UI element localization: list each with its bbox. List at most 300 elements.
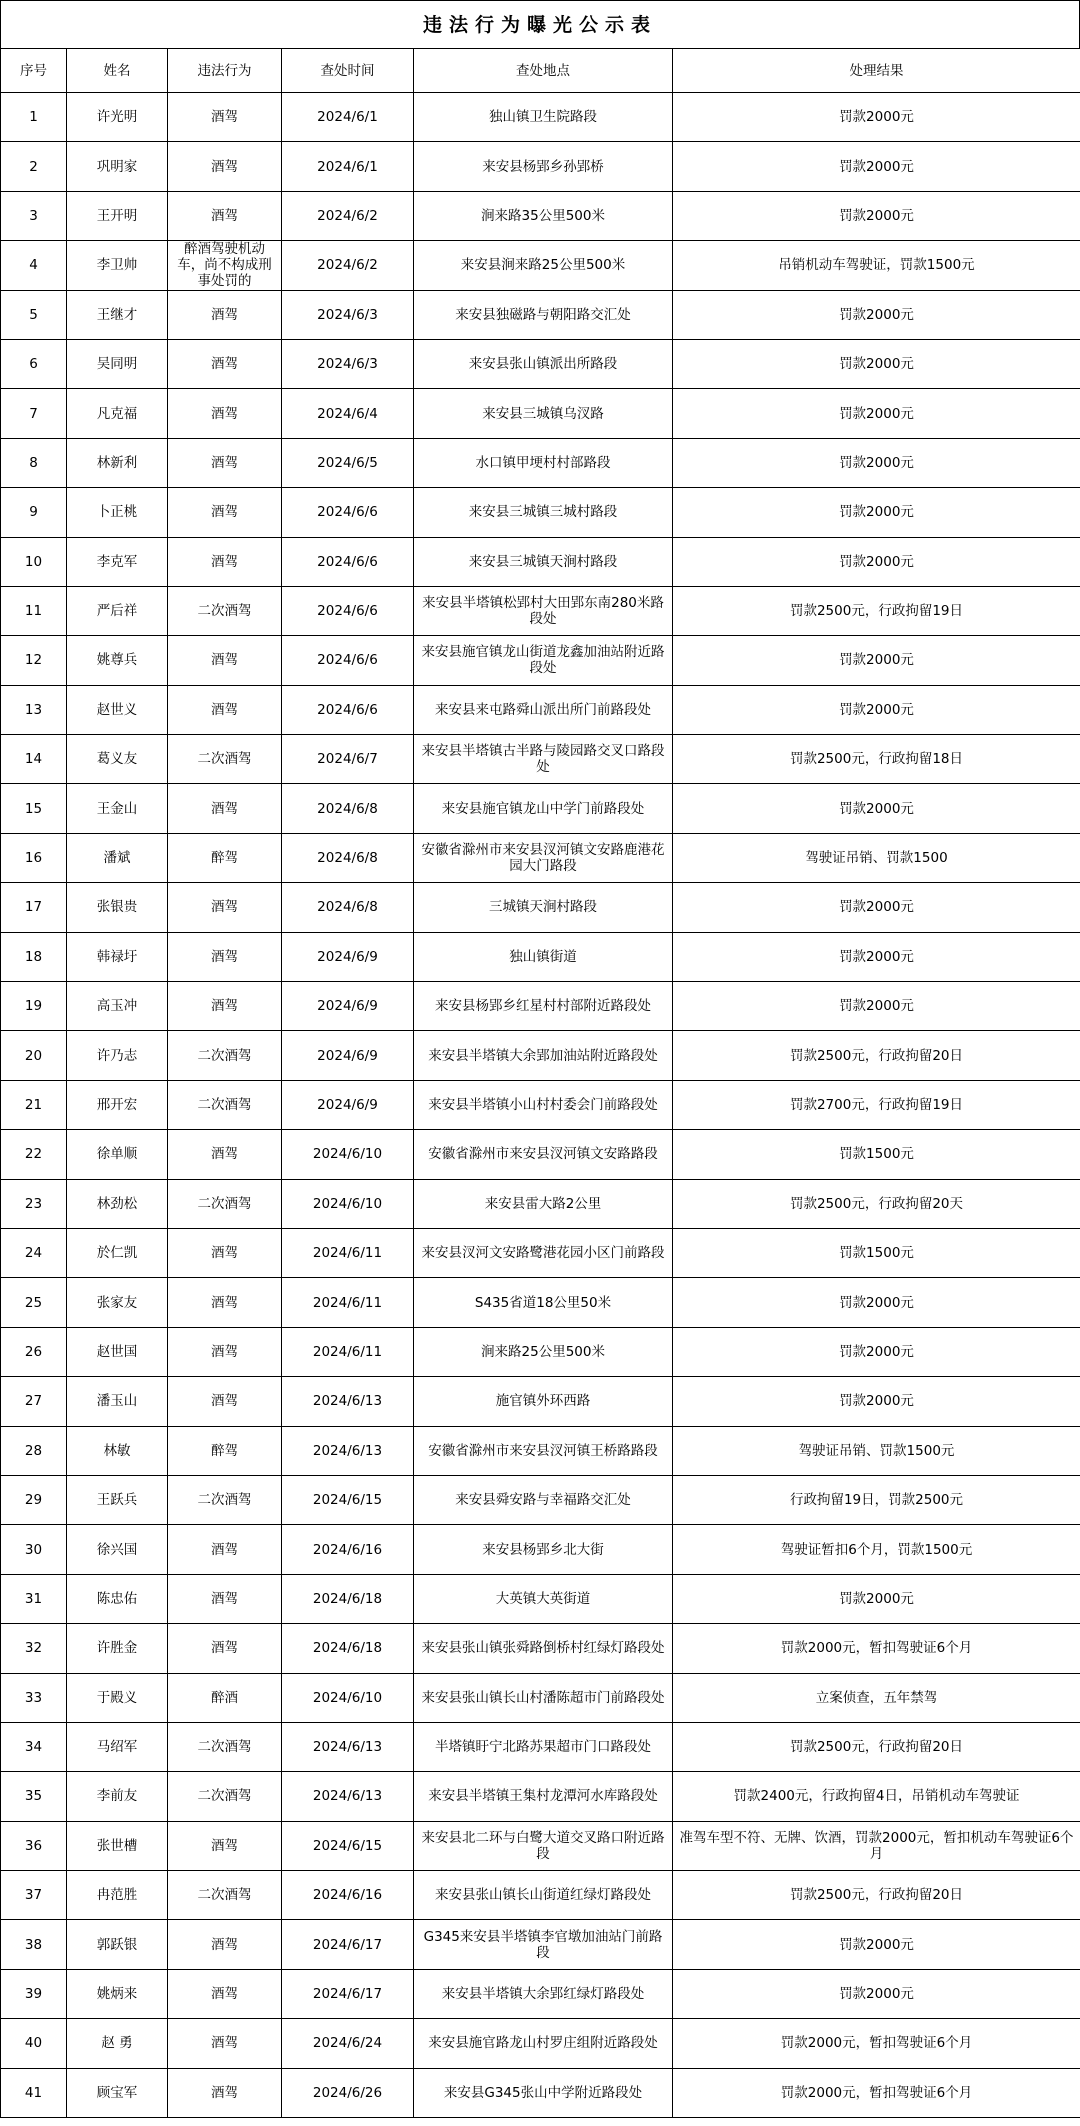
cell-place [414,2068,673,2117]
cell-no-text: 7 [29,405,38,422]
cell-date-text: 2024/6/11 [312,1245,383,1262]
cell-no [1,1969,67,2018]
cell-date-text: 2024/6/11 [312,1294,383,1311]
cell-no-text: 21 [24,1097,43,1113]
cell-act [168,932,282,981]
cell-date [282,1574,414,1623]
cell-act-text: 酒驾 [211,1294,238,1311]
cell-place [414,685,673,734]
cell-place-text: 来安县三城镇天涧村路段 [468,553,618,570]
cell-no-text: 16 [24,850,43,867]
cell-date-text: 2024/6/10 [312,1195,383,1212]
cell-place [414,1871,673,1920]
cell-no [1,1772,67,1821]
cell-result-text: 罚款2000元 [839,998,914,1015]
cell-name-text: 李克军 [96,553,138,570]
cell-no-text: 18 [24,948,43,965]
cell-place-text: 大英镇大英街道 [495,1590,591,1607]
cell-no [1,1475,67,1524]
cell-act [168,389,282,438]
cell-result [673,1426,1080,1475]
cell-name [67,1821,168,1870]
cell-no [1,1871,67,1920]
cell-no [1,932,67,981]
cell-no-text: 40 [24,2035,43,2052]
cell-act [168,1624,282,1673]
cell-result [673,735,1080,784]
cell-name-text: 徐兴国 [96,1541,138,1558]
cell-act-text: 二次酒驾 [197,1047,252,1064]
cell-name-text: 赵世义 [96,701,138,718]
cell-no [1,93,67,142]
cell-name [67,1525,168,1574]
cell-no-text: 12 [24,652,43,669]
cell-result [673,1327,1080,1376]
cell-name-text: 卜正桃 [96,504,138,521]
cell-name [67,2019,168,2068]
cell-act [168,1969,282,2018]
cell-date-text: 2024/6/17 [312,1986,383,2003]
cell-result-text: 罚款2000元 [839,207,914,224]
cell-result-text: 罚款2000元 [839,800,914,817]
cell-name-text: 王开明 [96,207,138,224]
cell-place-text: 来安县半塔镇大余郢加油站附近路段处 [428,1047,658,1064]
cell-act [168,1574,282,1623]
cell-date-text: 2024/6/6 [317,504,378,521]
cell-no-text: 24 [24,1245,43,1262]
cell-result [673,1080,1080,1129]
cell-result [673,93,1080,142]
cell-result [673,339,1080,388]
cell-name-text: 于殿义 [96,1689,138,1706]
cell-no-text: 15 [24,800,43,817]
cell-place [414,339,673,388]
cell-result-text: 罚款2000元 [839,1590,914,1607]
table-row [1,290,1080,339]
cell-date-text: 2024/6/10 [312,1146,383,1163]
cell-no-text: 6 [29,356,38,373]
cell-place-text: 来安县半塔镇大余郢红绿灯路段处 [441,1986,645,2003]
cell-result-text: 吊销机动车驾驶证，罚款1500元 [778,257,975,274]
cell-place-text: 来安县杨郢乡北大街 [482,1541,604,1558]
cell-date [282,932,414,981]
cell-no [1,1327,67,1376]
table-row [1,142,1080,191]
cell-act-text: 二次酒驾 [197,751,252,768]
table-row [1,1525,1080,1574]
cell-name-text: 徐单顺 [96,1146,138,1163]
cell-date-text: 2024/6/13 [312,1739,383,1756]
cell-no [1,1525,67,1574]
table-row [1,1377,1080,1426]
cell-date [282,241,414,290]
cell-date [282,1920,414,1969]
cell-date [282,1377,414,1426]
table-row [1,537,1080,586]
cell-no [1,191,67,240]
cell-place-text: 来安县施官镇龙山街道龙鑫加油站附近路段处 [421,644,665,677]
cell-place [414,1969,673,2018]
cell-place-text: S435省道18公里50米 [474,1294,612,1311]
cell-date-text: 2024/6/15 [312,1837,383,1854]
cell-act-text: 酒驾 [211,504,238,521]
cell-name-text: 许胜金 [96,1640,138,1657]
cell-name [67,488,168,537]
cell-name-text: 王继才 [96,306,138,323]
cell-place [414,1475,673,1524]
cell-name [67,982,168,1031]
cell-name-text: 许乃志 [96,1047,138,1064]
cell-no [1,1624,67,1673]
header-result: 处理结果 [673,49,1080,93]
cell-act-text: 酒驾 [211,1986,238,2003]
cell-act-text: 酒驾 [211,1640,238,1657]
cell-result [673,1624,1080,1673]
cell-date-text: 2024/6/16 [312,1541,383,1558]
cell-name-text: 葛义友 [96,751,138,768]
cell-date-text: 2024/6/18 [312,1590,383,1607]
cell-place [414,142,673,191]
violations-table [0,48,1080,2118]
cell-name [67,339,168,388]
cell-place [414,1228,673,1277]
cell-result [673,537,1080,586]
cell-no-text: 8 [29,454,38,471]
cell-no [1,142,67,191]
cell-act-text: 酒驾 [211,1837,238,1854]
cell-name-text: 邢开宏 [96,1097,138,1113]
cell-place-text: 来安县半塔镇松郢村大田郢东南280米路段处 [422,595,664,628]
cell-place [414,1080,673,1129]
cell-date-text: 2024/6/1 [317,109,378,126]
cell-no [1,1426,67,1475]
cell-place-text: 来安县半塔镇小山村村委会门前路段处 [428,1097,658,1113]
cell-act [168,339,282,388]
cell-result-text: 罚款2000元 [839,454,914,471]
cell-name [67,735,168,784]
cell-act-text: 酒驾 [211,109,238,126]
cell-name [67,833,168,882]
cell-date [282,636,414,685]
cell-act [168,537,282,586]
cell-date-text: 2024/6/13 [312,1788,383,1805]
cell-place-text: 涧来路35公里500米 [481,207,605,224]
cell-act-text: 二次酒驾 [197,1097,252,1113]
cell-act [168,1080,282,1129]
cell-no-text: 39 [24,1986,43,2003]
cell-date-text: 2024/6/7 [317,751,378,768]
cell-act [168,1327,282,1376]
cell-act-text: 酒驾 [211,2035,238,2052]
cell-name-text: 巩明家 [96,158,138,175]
table-row [1,339,1080,388]
cell-act [168,142,282,191]
cell-name-text: 张银贵 [96,899,138,916]
cell-place-text: 安徽省滁州市来安县汊河镇文安路路段 [428,1146,658,1163]
cell-name [67,1031,168,1080]
cell-result-text: 罚款2000元 [839,553,914,570]
cell-place [414,389,673,438]
cell-result-text: 罚款2000元 [839,1986,914,2003]
table-row [1,1871,1080,1920]
cell-name [67,1574,168,1623]
cell-date-text: 2024/6/16 [312,1887,383,1904]
table-row [1,1772,1080,1821]
cell-result-text: 罚款2000元 [839,504,914,521]
cell-date [282,1722,414,1771]
cell-act [168,1179,282,1228]
cell-date-text: 2024/6/3 [317,306,378,323]
cell-act-text: 二次酒驾 [197,1739,252,1756]
cell-name-text: 顾宝军 [96,2084,138,2101]
cell-no [1,1179,67,1228]
cell-place [414,1130,673,1179]
cell-act [168,1821,282,1870]
cell-act-text: 酒驾 [211,405,238,422]
cell-date [282,1080,414,1129]
cell-no-text: 31 [24,1590,43,1607]
cell-act [168,93,282,142]
cell-result [673,1031,1080,1080]
table-row [1,1920,1080,1969]
cell-date-text: 2024/6/9 [317,1097,378,1113]
cell-place [414,1624,673,1673]
cell-act [168,982,282,1031]
table-row [1,833,1080,882]
cell-date [282,93,414,142]
cell-place [414,1821,673,1870]
cell-result [673,1228,1080,1277]
cell-result [673,1475,1080,1524]
cell-result [673,1871,1080,1920]
cell-act-text: 二次酒驾 [197,1788,252,1805]
table-row [1,488,1080,537]
cell-result [673,1673,1080,1722]
cell-result [673,488,1080,537]
cell-no-text: 22 [24,1146,43,1163]
cell-date [282,1772,414,1821]
table-row [1,1574,1080,1623]
cell-place [414,438,673,487]
cell-act [168,1475,282,1524]
cell-result-text: 罚款2000元 [839,1294,914,1311]
cell-place [414,735,673,784]
cell-date-text: 2024/6/9 [317,948,378,965]
cell-place-text: 水口镇甲埂村村部路段 [475,454,611,471]
cell-no-text: 29 [24,1492,43,1509]
cell-result [673,1772,1080,1821]
cell-no [1,537,67,586]
cell-place-text: G345来安县半塔镇李官墩加油站门前路段 [423,1928,663,1961]
cell-act-text: 酒驾 [211,306,238,323]
cell-date [282,1179,414,1228]
cell-act-text: 酒驾 [211,158,238,175]
cell-result [673,1278,1080,1327]
cell-result [673,1377,1080,1426]
cell-result-text: 罚款1500元 [839,1146,914,1163]
table-row [1,1821,1080,1870]
cell-no [1,636,67,685]
cell-date-text: 2024/6/9 [317,1047,378,1064]
cell-date [282,1525,414,1574]
cell-result [673,685,1080,734]
cell-place-text: 来安县张山镇长山村潘陈超市门前路段处 [421,1689,665,1706]
cell-place [414,1179,673,1228]
cell-no [1,1278,67,1327]
cell-name [67,1130,168,1179]
cell-date [282,735,414,784]
table-row [1,2068,1080,2117]
cell-place-text: 来安县杨郢乡孙郢桥 [482,158,604,175]
cell-name-text: 潘斌 [103,850,131,867]
cell-date [282,784,414,833]
cell-place [414,883,673,932]
cell-date-text: 2024/6/15 [312,1492,383,1509]
cell-place-text: 来安县涧来路25公里500米 [460,257,626,274]
table-body [1,93,1080,2118]
cell-date-text: 2024/6/5 [317,454,378,471]
cell-result-text: 罚款2000元，暂扣驾驶证6个月 [780,2084,973,2101]
cell-act-text: 醉酒驾驶机动车，尚不构成刑事处罚的 [177,241,272,290]
cell-date [282,488,414,537]
cell-result [673,142,1080,191]
cell-no [1,339,67,388]
header-row [1,49,1080,93]
cell-act [168,241,282,290]
cell-result [673,241,1080,290]
cell-place-text: 来安县舜安路与幸福路交汇处 [455,1492,631,1509]
cell-result [673,982,1080,1031]
cell-place-text: 来安县杨郢乡红星村村部附近路段处 [435,998,651,1015]
cell-act-text: 酒驾 [211,1936,238,1953]
cell-act [168,685,282,734]
cell-name-text: 李卫帅 [96,257,138,274]
cell-place [414,586,673,635]
cell-place [414,1772,673,1821]
cell-name-text: 马绍军 [96,1739,138,1756]
cell-place [414,537,673,586]
cell-act [168,1228,282,1277]
cell-name [67,1475,168,1524]
cell-result-text: 立案侦查，五年禁驾 [815,1689,938,1706]
cell-result-text: 罚款2000元 [839,405,914,422]
cell-no-text: 9 [29,504,38,521]
cell-date-text: 2024/6/2 [317,207,378,224]
cell-result [673,636,1080,685]
cell-act [168,1031,282,1080]
cell-no [1,982,67,1031]
cell-name-text: 吴同明 [96,356,138,373]
cell-name-text: 凡克福 [96,405,138,422]
cell-result [673,389,1080,438]
cell-act-text: 酒驾 [211,1393,238,1410]
cell-place [414,1278,673,1327]
cell-result-text: 罚款2500元，行政拘留19日 [789,603,964,620]
cell-act-text: 醉驾 [211,850,238,867]
cell-act [168,1871,282,1920]
cell-no [1,1031,67,1080]
cell-result [673,586,1080,635]
cell-date-text: 2024/6/6 [317,603,378,620]
cell-no-text: 33 [24,1689,43,1706]
cell-no [1,488,67,537]
cell-name [67,1722,168,1771]
cell-no-text: 34 [24,1739,43,1756]
cell-result-text: 罚款2000元，暂扣驾驶证6个月 [780,2035,973,2052]
cell-date [282,833,414,882]
cell-date-text: 2024/6/13 [312,1393,383,1410]
cell-name [67,784,168,833]
cell-date [282,1228,414,1277]
cell-name [67,1080,168,1129]
cell-date [282,2019,414,2068]
cell-act-text: 酒驾 [211,1541,238,1558]
cell-date [282,1624,414,1673]
cell-act [168,1772,282,1821]
cell-result-text: 行政拘留19日，罚款2500元 [789,1492,964,1509]
cell-date [282,982,414,1031]
cell-place [414,1673,673,1722]
cell-name [67,290,168,339]
cell-date [282,339,414,388]
cell-place [414,1377,673,1426]
cell-name [67,241,168,290]
cell-act [168,1673,282,1722]
cell-name-text: 潘玉山 [96,1393,138,1410]
table-row [1,1278,1080,1327]
table-row [1,438,1080,487]
cell-name [67,1327,168,1376]
cell-act [168,1377,282,1426]
table-row [1,735,1080,784]
table-row [1,1228,1080,1277]
cell-place-text: 来安县独磁路与朝阳路交汇处 [455,306,631,323]
cell-no-text: 23 [24,1195,43,1212]
cell-no [1,290,67,339]
cell-place-text: 来安县北二环与白鹭大道交叉路口附近路段 [421,1829,665,1862]
cell-result-text: 罚款2000元 [839,1393,914,1410]
cell-name-text: 於仁凯 [96,1245,138,1262]
cell-date [282,1426,414,1475]
table-row [1,982,1080,1031]
cell-result-text: 罚款2500元，行政拘留20日 [789,1047,964,1064]
cell-act-text: 酒驾 [211,1245,238,1262]
cell-act [168,191,282,240]
cell-place-text: 来安县张山镇张舜路倒桥村红绿灯路段处 [421,1640,665,1657]
cell-result [673,1130,1080,1179]
table-row [1,1179,1080,1228]
cell-name-text: 郭跃银 [96,1936,138,1953]
cell-act-text: 酒驾 [211,553,238,570]
header-no: 序号 [1,49,67,93]
table-row [1,1722,1080,1771]
cell-no-text: 10 [24,553,43,570]
cell-act-text: 酒驾 [211,207,238,224]
cell-result-text: 罚款2700元，行政拘留19日 [789,1097,964,1113]
cell-act [168,290,282,339]
cell-result [673,1969,1080,2018]
cell-result [673,438,1080,487]
cell-name [67,883,168,932]
cell-act-text: 酒驾 [211,800,238,817]
cell-result-text: 罚款2500元，行政拘留18日 [789,751,964,768]
cell-act [168,1525,282,1574]
cell-no-text: 5 [29,306,38,323]
cell-date-text: 2024/6/6 [317,701,378,718]
cell-date [282,685,414,734]
cell-date [282,438,414,487]
cell-no [1,1130,67,1179]
